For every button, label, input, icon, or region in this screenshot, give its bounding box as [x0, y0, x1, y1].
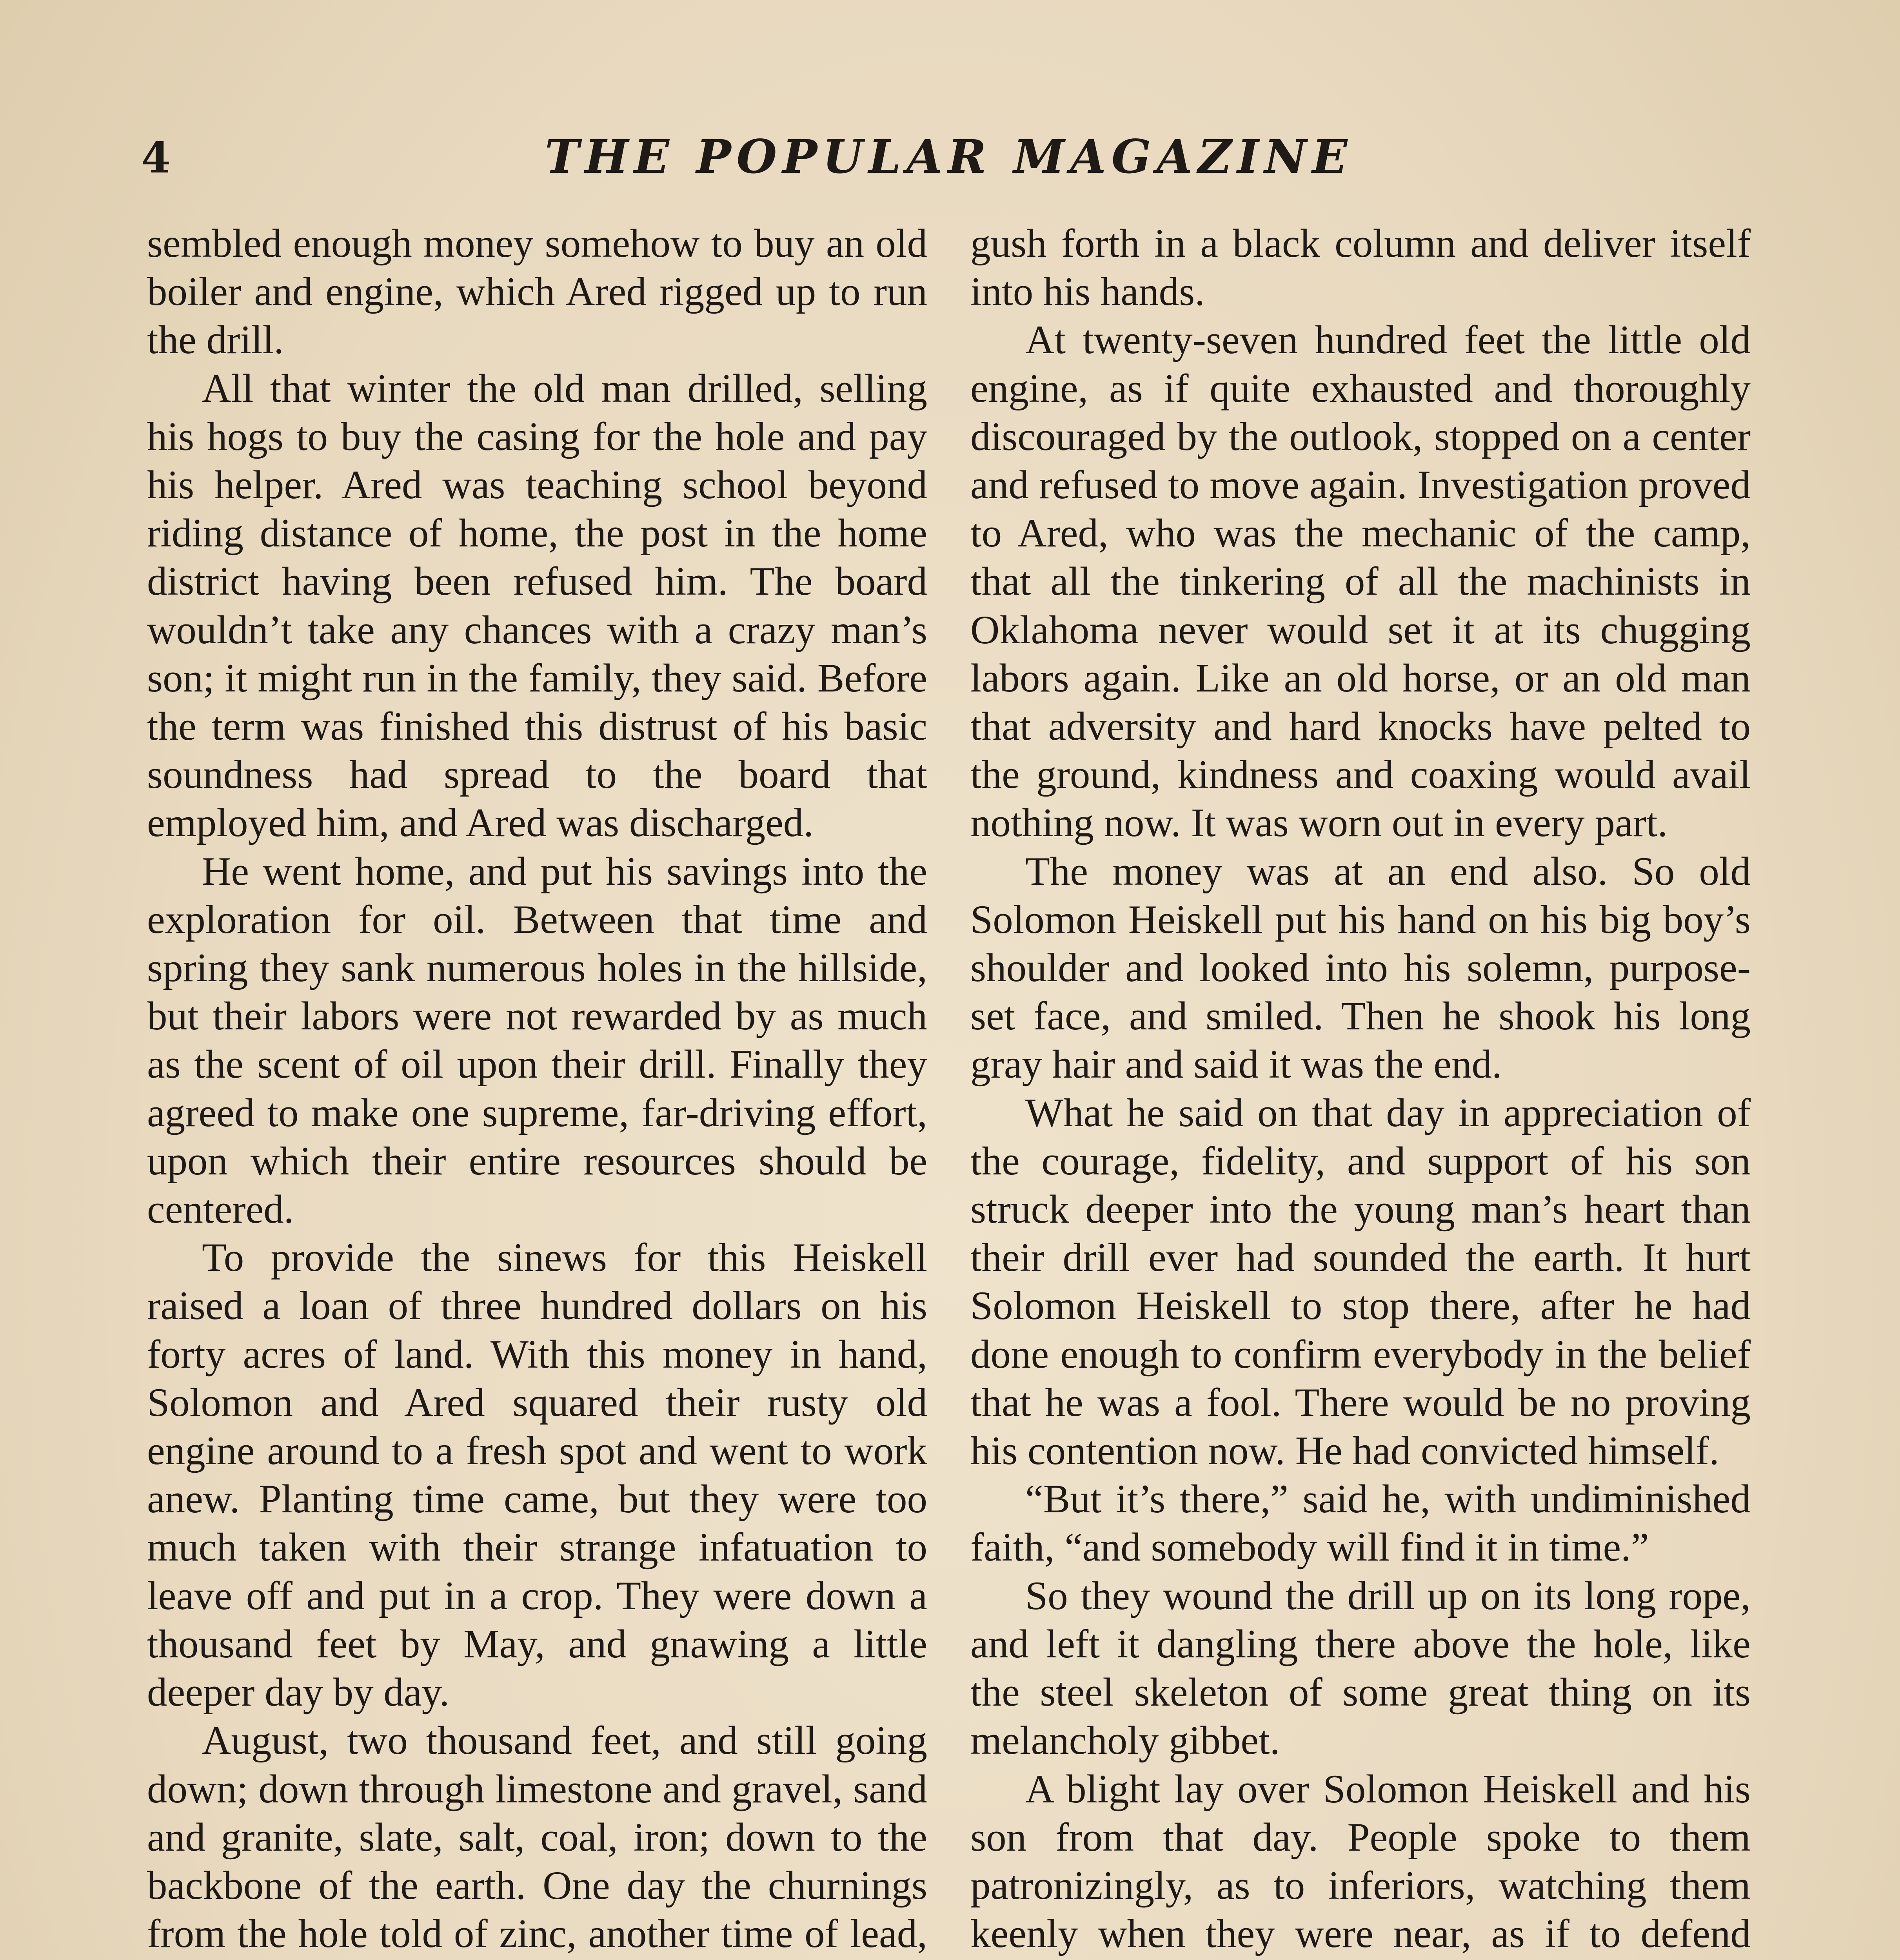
paragraph: “But it’s there,” said he, with undiminished faith, “and somebody will find it in time.”	[970, 1477, 1751, 1570]
paragraph: At twenty-seven hundred feet the little old engine, as if quite exhausted and thoroughly discouraged by the outlook, stopped on a center and refused to move again. Investigation proved to Ared, who was the mechanic of the camp, that all the tinkering of all the machinists in Oklahoma never would set it at its chugging labors again. Like an old horse, or an old man that adversity and hard knocks have pelted to the ground, kindness and coaxing would avail nothing now. It was worn out in every part.	[970, 318, 1751, 846]
page-number: 4	[141, 133, 171, 183]
paragraph: August, two thousand feet, and still going down; down through limestone and gravel, sand and granite, slate, salt, coal, iron; down to the backbone of the earth. One day the churnings from the hole told of zinc, another time of lead,	[147, 1718, 927, 1956]
paragraph: What he said on that day in appreciation of the courage, fidelity, and support of his son struck deeper into the young man’s heart than their drill ever had sounded the earth. It hurt Solomon Heiskell to stop there, after he had done enough to confirm everybody in the belief that he was a fool. There would be no proving his contention now. He had convicted himself.	[970, 1090, 1751, 1474]
paragraph: The money was at an end also. So old Solomon Heiskell put his hand on his big boy’s shoulder and looked into his solemn, purpose-set face, and smiled. Then he shook his long gray hair and said it was the end.	[970, 849, 1751, 1087]
paragraph: So they wound the drill up on its long rope, and left it dangling there above the hole, like the steel skeleton of some great thing on its melancholy gibbet.	[970, 1573, 1751, 1763]
running-title: THE POPULAR MAGAZINE	[545, 129, 1353, 184]
paragraph: A blight lay over Solomon Heiskell and his son from that day. People spoke to them patronizingly, as to inferiors, watching them keenly when they were near, as if to defend	[970, 1766, 1751, 1956]
paragraph: All that winter the old man drilled, selling his hogs to buy the casing for the hole and pay his helper. Ared was teaching school beyond riding distance of home, the post in the home district having been refused him. The board wouldn’t take any chances with a crazy man’s son; it might run in the family, they said. Before the term was finished this distrust of his basic soundness had spread to the board that employed him, and Ared was discharged.	[147, 366, 927, 846]
page-header	[141, 118, 1757, 196]
right-column	[970, 220, 1751, 1960]
left-column	[147, 220, 927, 1960]
paragraph: He went home, and put his savings into the exploration for oil. Between that time and spring they sank numerous holes in the hillside, but their labors were not rewarded by as much as the scent of oil upon their drill. Finally they agreed to make one supreme, far-driving effort, upon which their entire resources should be centered.	[147, 849, 927, 1232]
paragraph: gush forth in a black column and deliver itself into his hands.	[970, 221, 1751, 314]
paragraph: sembled enough money somehow to buy an old boiler and engine, which Ared rigged up to run the drill.	[147, 221, 927, 363]
paragraph: To provide the sinews for this Heiskell raised a loan of three hundred dollars on his forty acres of land. With this money in hand, Solomon and Ared squared their rusty old engine around to a fresh spot and went to work anew. Planting time came, but they were too much taken with their strange infatuation to leave off and put in a crop. They were down a thousand feet by May, and gnawing a little deeper day by day.	[147, 1235, 927, 1715]
